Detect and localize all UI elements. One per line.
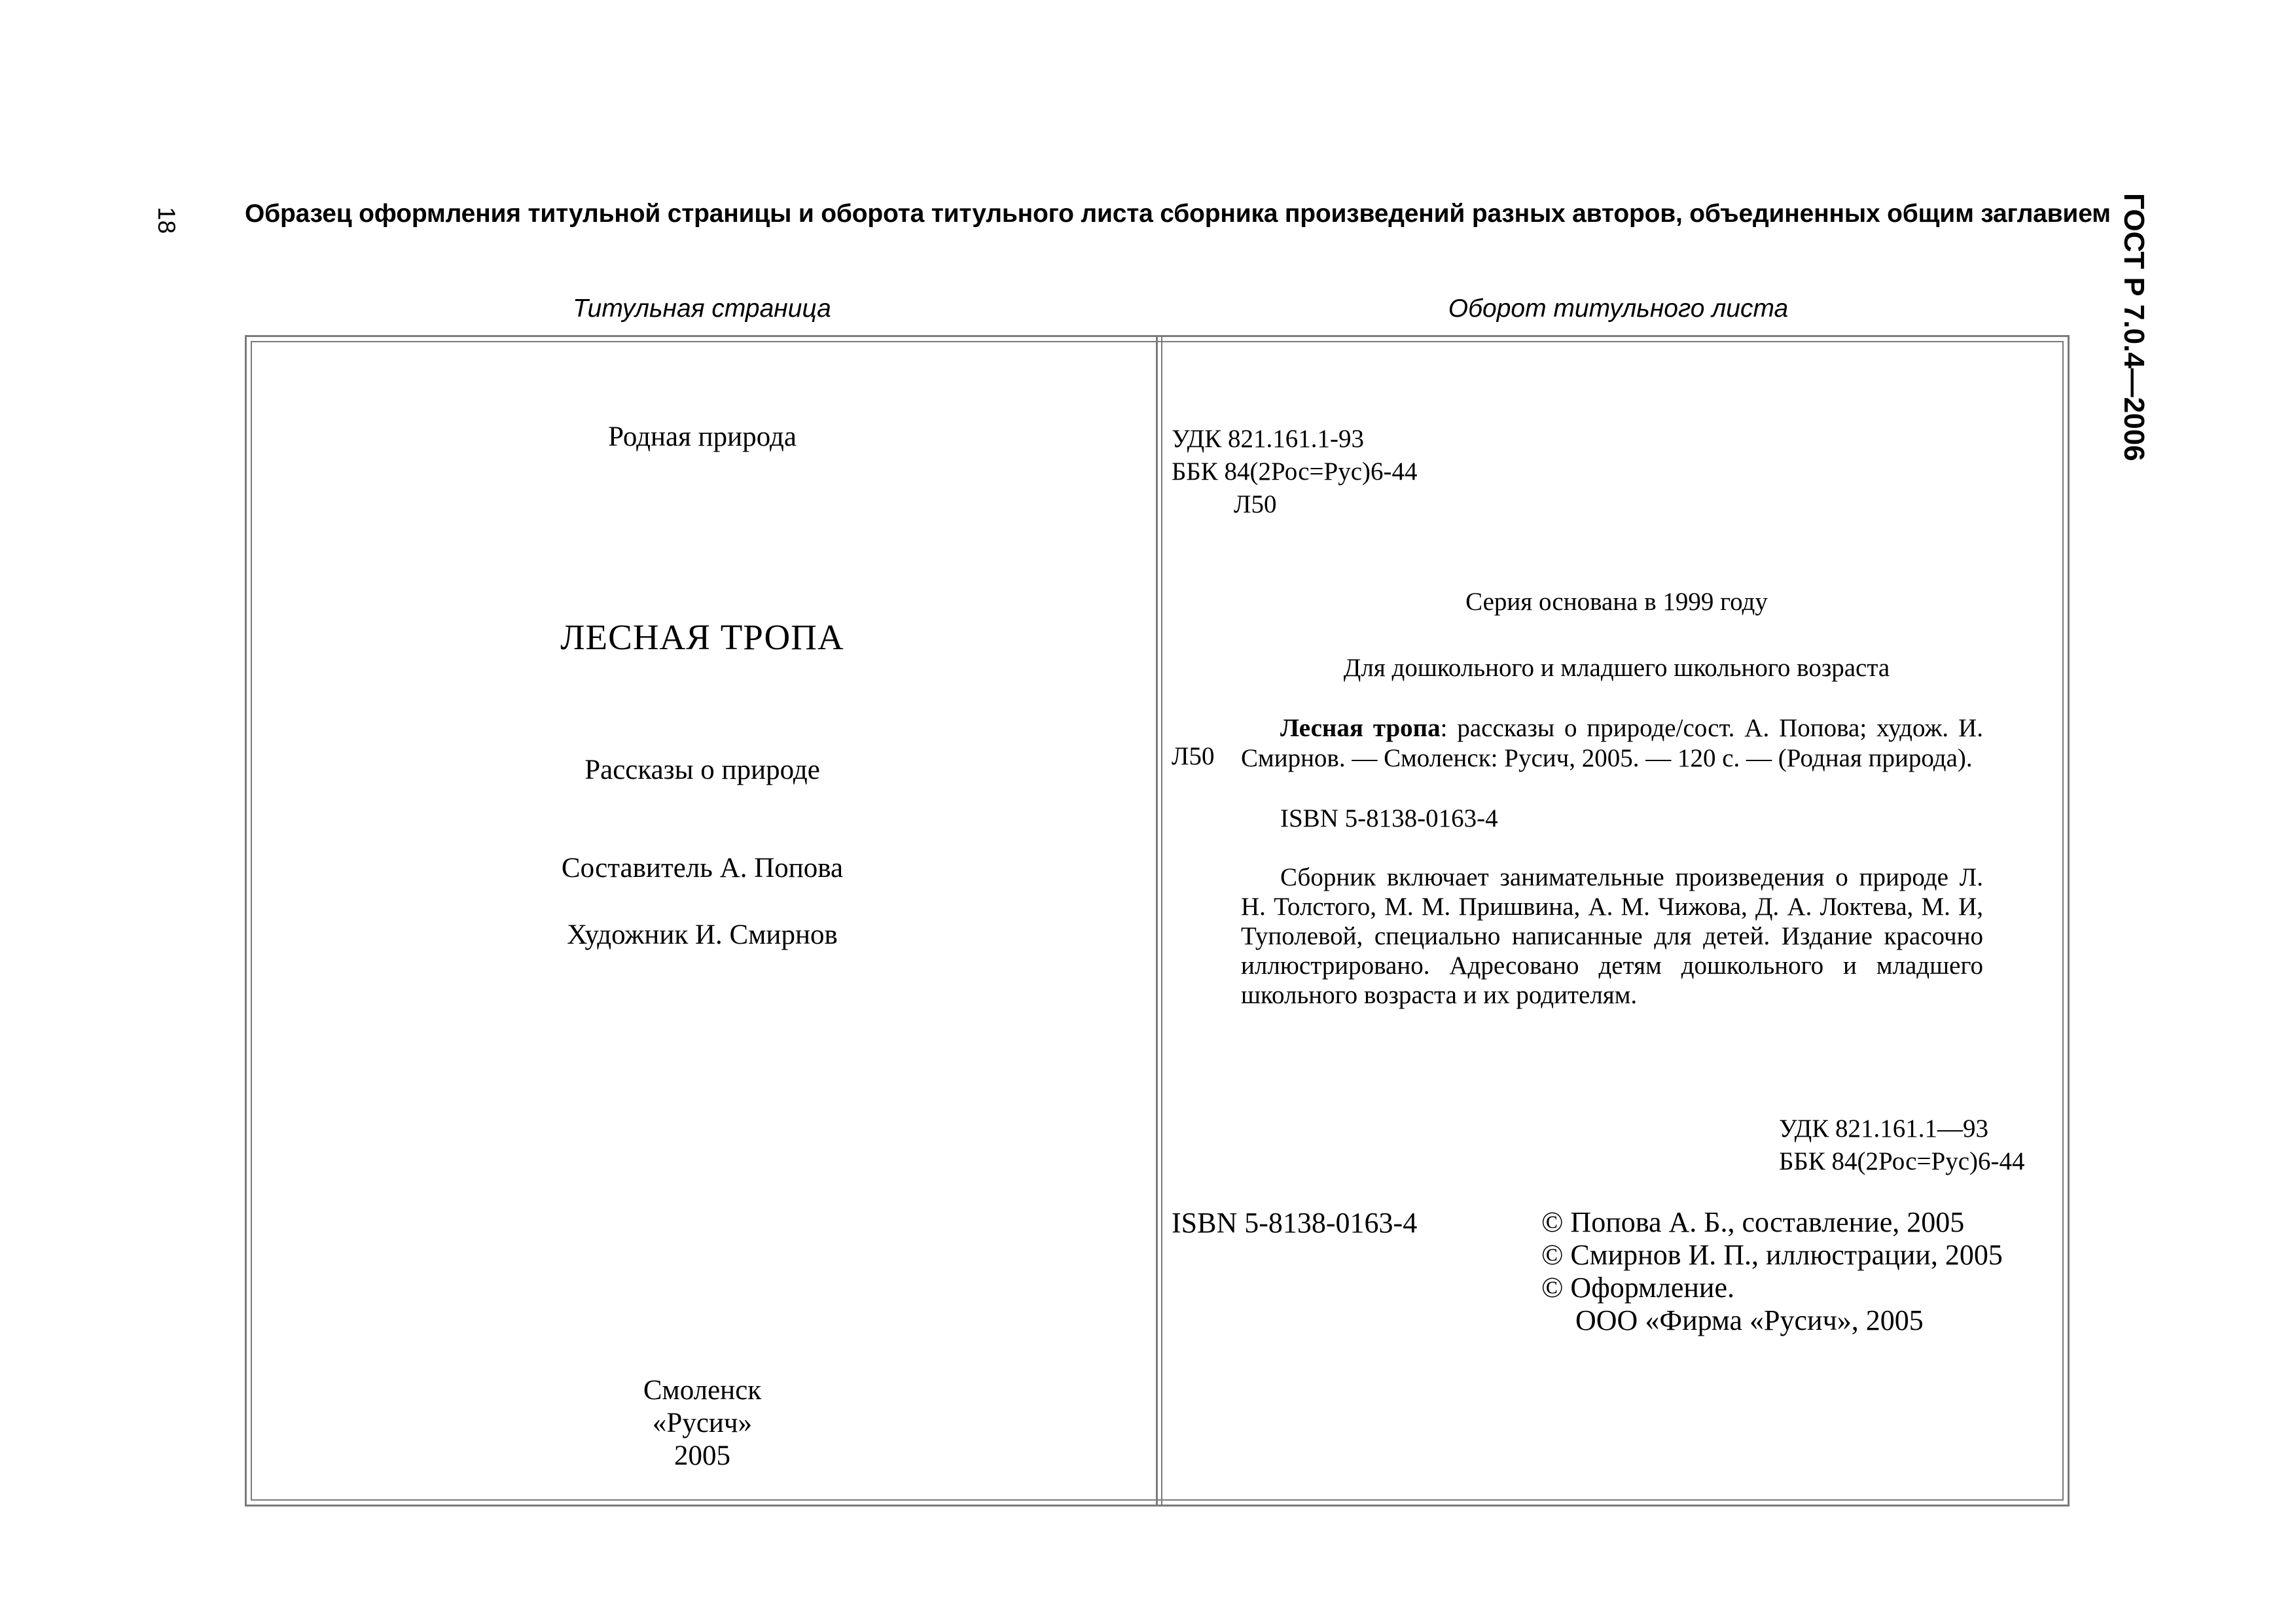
age-note: Для дошкольного и младшего школьного возраста [1343,654,1890,682]
imprint-year: 2005 [674,1440,730,1471]
imprint [249,1374,1156,1472]
udc-index: УДК 821.161.1-93 [1172,425,1365,453]
author-mark: Л50 [1234,490,1277,518]
bbk-bottom: ББК 84(2Рос=Рус)6-44 [1779,1147,2025,1175]
copyright-illustrations: © Смирнов И. П., иллюстрации, 2005 [1541,1239,2003,1271]
imprint-publisher: «Русич» [652,1408,753,1438]
card-author-mark: Л50 [1172,742,1215,770]
copyright-compiler: © Попова А. Б., составление, 2005 [1541,1206,1965,1238]
copyright-design-owner: ООО «Фирма «Русич», 2005 [1575,1304,1924,1336]
title-page-caption: Титульная страница [573,294,831,323]
annotation: Сборник включает занимательные произведения о природе Л. Н. Толстого, М. М. Пришвина, А. М. Чижова, Д. А. Локтева, М. И, Туполевой, специально написанные для детей. Издание красочно иллюстрировано. Адресовано детям дошкольного и младшего школьного возраста и их родителям. [1241,863,1983,1009]
udc-bottom: УДК 821.161.1—93 [1779,1115,1989,1143]
series-name: Родная природа [608,421,797,452]
compiler-line: Составитель А. Попова [561,853,844,883]
copyright-block [1541,1206,2003,1337]
series-note: Серия основана в 1999 году [1465,588,1768,616]
column-divider [1156,335,1162,1507]
card-isbn: ISBN 5-8138-0163-4 [1280,804,1498,832]
card-title: Лесная тропа [1280,714,1441,742]
page-heading: Образец оформления титульной страницы и оборота титульного листа сборника произведений разных авторов, объединенных общим заглавием [245,200,2111,228]
card-details: : рассказы о природе/сост. А. Попова; худож. И. Смирнов. — Смоленск: Русич, 2005. — 120 с. — (Родная природа). [1241,714,1983,772]
classification-bottom [1779,1113,2025,1178]
standard-code: ГОСТ Р 7.0.4—2006 [2118,193,2150,461]
copyright-design: © Оформление. [1541,1272,1735,1304]
classification-block [1172,423,1418,521]
bibliographic-description [1241,713,1983,774]
imprint-city: Смоленск [643,1375,762,1406]
book-title: ЛЕСНАЯ ТРОПА [560,617,844,657]
page-number: 18 [153,207,180,234]
bbk-index: ББК 84(2Рос=Рус)6-44 [1172,457,1418,486]
isbn: ISBN 5-8138-0163-4 [1172,1207,1418,1239]
book-subtitle: Рассказы о природе [584,755,820,785]
illustrator-line: Художник И. Смирнов [567,919,838,950]
verso-caption: Оборот титульного листа [1448,294,1789,323]
